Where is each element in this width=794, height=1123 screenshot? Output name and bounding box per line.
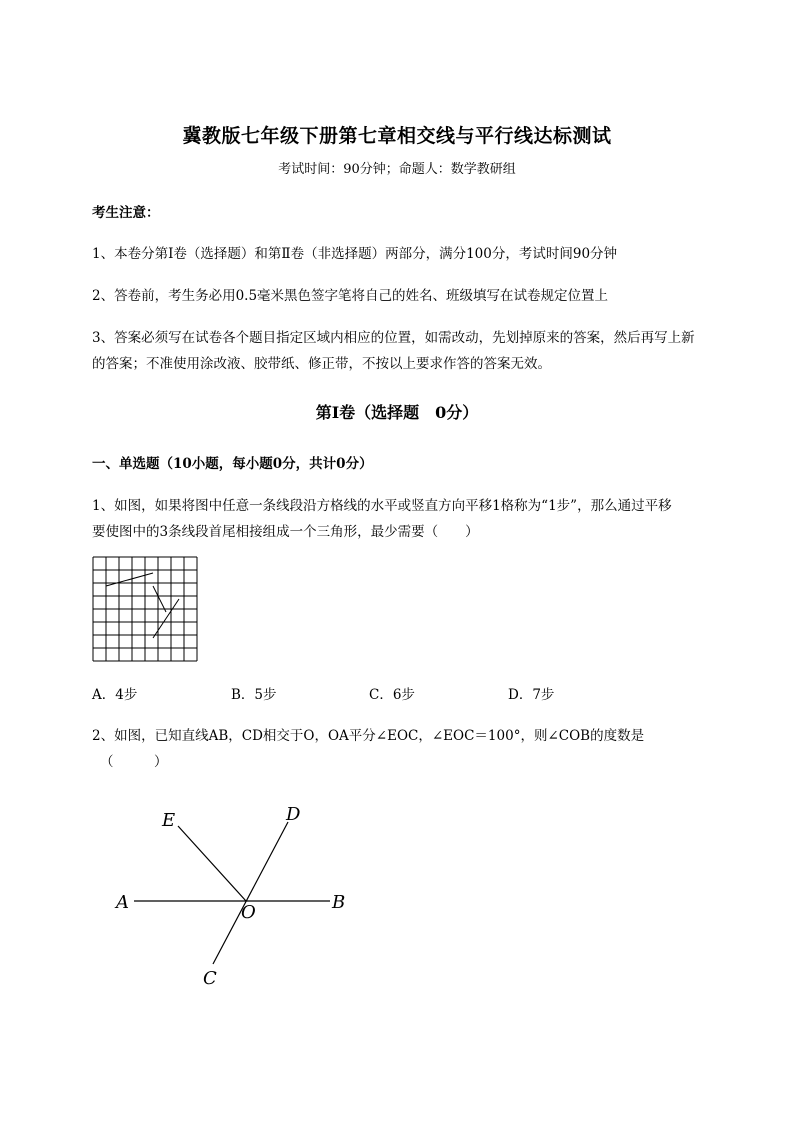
question-1-option-c: C．6步 [369, 687, 415, 703]
label-e: E [162, 810, 176, 831]
label-a: A [116, 892, 129, 913]
label-b: B [332, 892, 346, 913]
question-1-text: 1、如图，如果将图中任意一条线段沿方格线的水平或竖直方向平移1格称为“1步”，那么通过平移 [92, 498, 672, 514]
label-c: C [203, 968, 217, 989]
question-1-text-cont: 要使图中的3条线段首尾相接组成一个三角形，最少需要（ ） [92, 524, 479, 540]
notice-item-3: 3、答案必须写在试卷各个题目指定区域内相应的位置，如需改动，先划掉原来的答案，然后再写上新 [92, 330, 695, 346]
question-1-option-d: D．7步 [508, 687, 555, 703]
section-title: 第I卷（选择题 0分） [315, 403, 479, 422]
question-1-option-b: B．5步 [231, 687, 277, 703]
ray-oe [178, 826, 246, 901]
exam-info: 考试时间：90分钟；命题人：数学教研组 [278, 162, 516, 177]
question-1-option-a: A．4步 [92, 687, 138, 703]
line-cd [213, 822, 288, 964]
label-o: O [241, 902, 256, 923]
question-2-text-cont: （ ） [100, 754, 168, 770]
question-2-text: 2、如图，已知直线AB，CD相交于O，OA平分∠EOC，∠EOC＝100°，则∠COB的度数是 [92, 728, 645, 744]
part-heading: 一、单选题（10小题，每小题0分，共计0分） [92, 456, 373, 472]
notice-item-2: 2、答卷前，考生务必用0.5毫米黑色签字笔将自己的姓名、班级填写在试卷规定位置上 [92, 288, 609, 304]
notice-heading: 考生注意： [92, 205, 160, 221]
label-d: D [286, 804, 301, 825]
notice-item-1: 1、本卷分第I卷（选择题）和第Ⅱ卷（非选择题）两部分，满分100分，考试时间90分钟 [92, 246, 618, 262]
page-title: 冀教版七年级下册第七章相交线与平行线达标测试 [182, 125, 612, 147]
notice-item-3-cont: 的答案；不准使用涂改液、胶带纸、修正带，不按以上要求作答的答案无效。 [92, 356, 551, 372]
